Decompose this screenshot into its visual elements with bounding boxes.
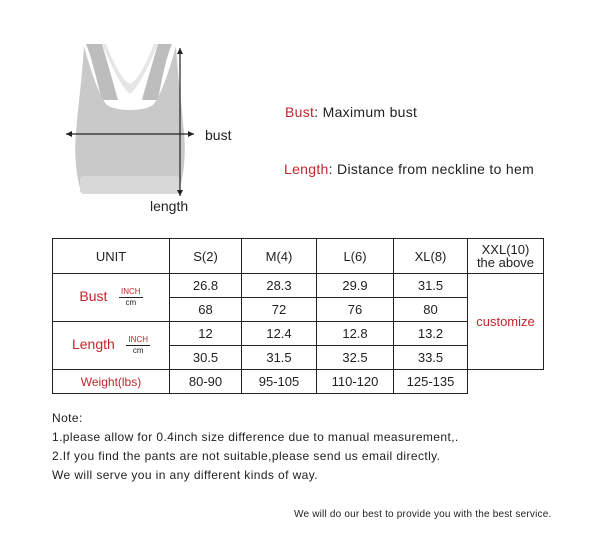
length-row-label xyxy=(53,322,170,370)
garment-body xyxy=(75,46,185,188)
size-header-xxl xyxy=(468,239,544,274)
table-cell: 12 xyxy=(170,322,242,346)
length-unit-cm: cm xyxy=(132,346,144,355)
size-chart-table xyxy=(52,238,544,394)
table-cell: 28.3 xyxy=(242,274,317,298)
unit-header: UNIT xyxy=(53,239,170,274)
size-header-xl: XL(8) xyxy=(394,239,468,274)
bust-label: Bust xyxy=(79,287,108,304)
table-cell: 68 xyxy=(170,298,242,322)
table-cell: 95-105 xyxy=(242,370,317,394)
size-header-m: M(4) xyxy=(242,239,317,274)
bust-inch-row xyxy=(53,274,544,298)
table-cell: 110-120 xyxy=(317,370,394,394)
length-unit-stack xyxy=(126,335,150,356)
table-cell: 31.5 xyxy=(394,274,468,298)
customize-cell: customize xyxy=(468,274,544,370)
table-cell: 76 xyxy=(317,298,394,322)
bust-unit-inch: INCH xyxy=(121,287,141,296)
table-cell: 33.5 xyxy=(394,346,468,370)
sports-bra-illustration xyxy=(62,38,212,218)
table-cell: 32.5 xyxy=(317,346,394,370)
bust-definition xyxy=(285,104,417,120)
garment-hem-band xyxy=(80,176,180,194)
size-header-l: L(6) xyxy=(317,239,394,274)
table-cell: 29.9 xyxy=(317,274,394,298)
table-cell: 13.2 xyxy=(394,322,468,346)
table-cell: 12.8 xyxy=(317,322,394,346)
footer-text: We will do our best to provide you with the best service. xyxy=(294,509,552,520)
table-cell: 12.4 xyxy=(242,322,317,346)
bust-unit-cm: cm xyxy=(125,298,137,307)
size-header-s: S(2) xyxy=(170,239,242,274)
notes-line-1: 1.please allow for 0.4inch size difference due to manual measurement,. xyxy=(52,430,459,444)
table-cell: 80-90 xyxy=(170,370,242,394)
table-cell: 80 xyxy=(394,298,468,322)
notes-line-2: 2.If you find the pants are not suitable,please send us email directly. xyxy=(52,449,441,463)
length-measure-label: length xyxy=(150,198,189,214)
table-cell: 72 xyxy=(242,298,317,322)
size-header-xxl-line1: XXL(10) xyxy=(481,242,530,257)
length-definition-term: Length xyxy=(284,161,329,177)
length-definition xyxy=(284,161,534,177)
length-unit-inch: INCH xyxy=(128,335,148,344)
table-cell: 31.5 xyxy=(242,346,317,370)
bust-definition-text: Maximum bust xyxy=(322,104,418,120)
size-header-xxl-line2: the above xyxy=(476,255,535,270)
bust-measure-label: bust xyxy=(205,127,232,143)
table-cell: 30.5 xyxy=(170,346,242,370)
bust-definition-sep: : xyxy=(314,104,319,120)
length-label: Length xyxy=(71,335,115,352)
bust-row-label xyxy=(53,274,170,322)
notes-line-3: We will serve you in any different kinds of way. xyxy=(52,468,318,482)
size-header-row xyxy=(53,239,544,274)
table-cell: 125-135 xyxy=(394,370,468,394)
notes-title: Note: xyxy=(52,411,83,425)
bust-definition-term: Bust xyxy=(285,104,315,120)
weight-row xyxy=(53,370,544,394)
bust-unit-stack xyxy=(119,287,143,308)
notes-section xyxy=(52,409,572,485)
length-definition-text: Distance from neckline to hem xyxy=(337,161,535,177)
weight-label: Weight(lbs) xyxy=(53,370,170,394)
length-definition-sep: : xyxy=(328,161,333,177)
table-cell: 26.8 xyxy=(170,274,242,298)
